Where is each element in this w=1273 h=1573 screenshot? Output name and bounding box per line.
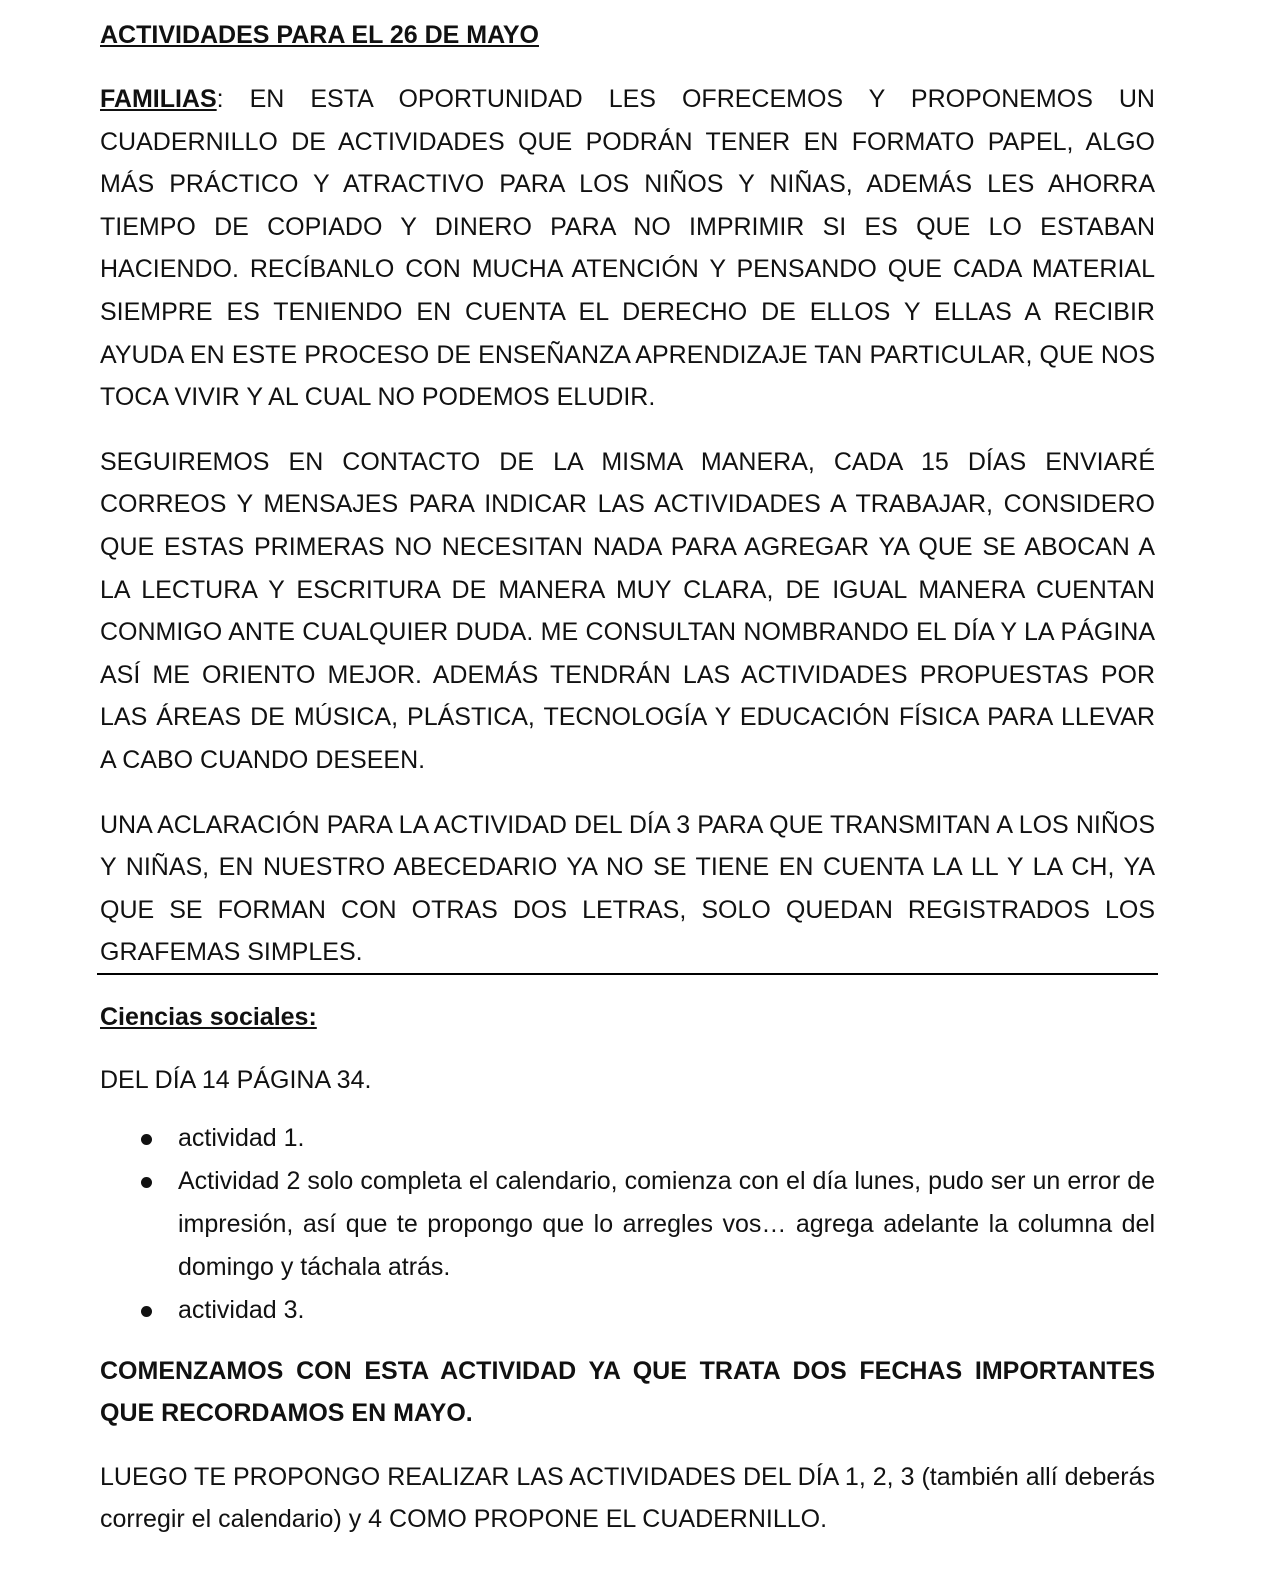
activity-list <box>100 1117 1155 1332</box>
list-item <box>100 1160 1155 1289</box>
list-item-text: actividad 1. <box>178 1124 305 1152</box>
familias-paragraph <box>100 78 1155 419</box>
ciencias-heading: Ciencias sociales: <box>100 1003 317 1031</box>
contact-paragraph: SEGUIREMOS EN CONTACTO DE LA MISMA MANERA, CADA 15 DÍAS ENVIARÉ CORREOS Y MENSAJES PARA INDICAR LAS ACTIVIDADES A TRABAJAR, CONSIDERO QUE ESTAS PRIMERAS NO NECESITAN NADA PARA AGREGAR YA QUE SE ABOCAN A LA LECTURA Y ESCRITURA DE MANERA MUY CLARA, DE IGUAL MANERA CUENTAN CONMIGO ANTE CUALQUIER DUDA. ME CONSULTAN NOMBRANDO EL DÍA Y LA PÁGINA ASÍ ME ORIENTO MEJOR. ADEMÁS TENDRÁN LAS ACTIVIDADES PROPUESTAS POR LAS ÁREAS DE MÚSICA, PLÁSTICA, TECNOLOGÍA Y EDUCACIÓN FÍSICA PARA LLEVAR A CABO CUANDO DESEEN. <box>100 447 1155 774</box>
document-page <box>100 16 1155 1533</box>
day-page-line: DEL DÍA 14 PÁGINA 34. <box>100 1066 372 1094</box>
list-item-text: Actividad 2 solo completa el calendario, comienza con el día lunes, pudo ser un error de impresión, así que te propongo que lo arregles vos… agrega adelante la columna del domingo y táchala atrás. <box>178 1167 1155 1281</box>
bullet-icon <box>141 1177 152 1188</box>
list-item-text: actividad 3. <box>178 1296 305 1324</box>
emphasis-paragraph: COMENZAMOS CON ESTA ACTIVIDAD YA QUE TRATA DOS FECHAS IMPORTANTES QUE RECORDAMOS EN MAYO. <box>100 1357 1155 1427</box>
bullet-icon <box>141 1134 152 1145</box>
final-paragraph: LUEGO TE PROPONGO REALIZAR LAS ACTIVIDADES DEL DÍA 1, 2, 3 (también allí deberás corregir el calendario) y 4 COMO PROPONE EL CUADERNILLO. <box>100 1463 1155 1533</box>
bullet-icon <box>141 1306 152 1317</box>
familias-text: : EN ESTA OPORTUNIDAD LES OFRECEMOS Y PROPONEMOS UN CUADERNILLO DE ACTIVIDADES QUE PODRÁN TENER EN FORMATO PAPEL, ALGO MÁS PRÁCTICO Y ATRACTIVO PARA LOS NIÑOS Y NIÑAS, ADEMÁS LES AHORRA TIEMPO DE COPIADO Y DINERO PARA NO IMPRIMIR SI ES QUE LO ESTABAN HACIENDO. RECÍBANLO CON MUCHA ATENCIÓN Y PENSANDO QUE CADA MATERIAL SIEMPRE ES TENIENDO EN CUENTA EL DERECHO DE ELLOS Y ELLAS A RECIBIR AYUDA EN ESTE PROCESO DE ENSEÑANZA APRENDIZAJE TAN PARTICULAR, QUE NOS TOCA VIVIR Y AL CUAL NO PODEMOS ELUDIR. <box>100 85 1155 412</box>
list-item <box>100 1117 1155 1160</box>
list-item <box>100 1289 1155 1332</box>
horizontal-divider <box>97 973 1158 975</box>
document-title: ACTIVIDADES PARA EL 26 DE MAYO <box>100 21 539 49</box>
clarification-paragraph: UNA ACLARACIÓN PARA LA ACTIVIDAD DEL DÍA 3 PARA QUE TRANSMITAN A LOS NIÑOS Y NIÑAS, EN NUESTRO ABECEDARIO YA NO SE TIENE EN CUENTA LA LL Y LA CH, YA QUE SE FORMAN CON OTRAS DOS LETRAS, SOLO QUEDAN REGISTRADOS LOS GRAFEMAS SIMPLES. <box>100 810 1155 967</box>
ciencias-section <box>100 997 1155 1540</box>
familias-lead: FAMILIAS <box>100 85 217 113</box>
